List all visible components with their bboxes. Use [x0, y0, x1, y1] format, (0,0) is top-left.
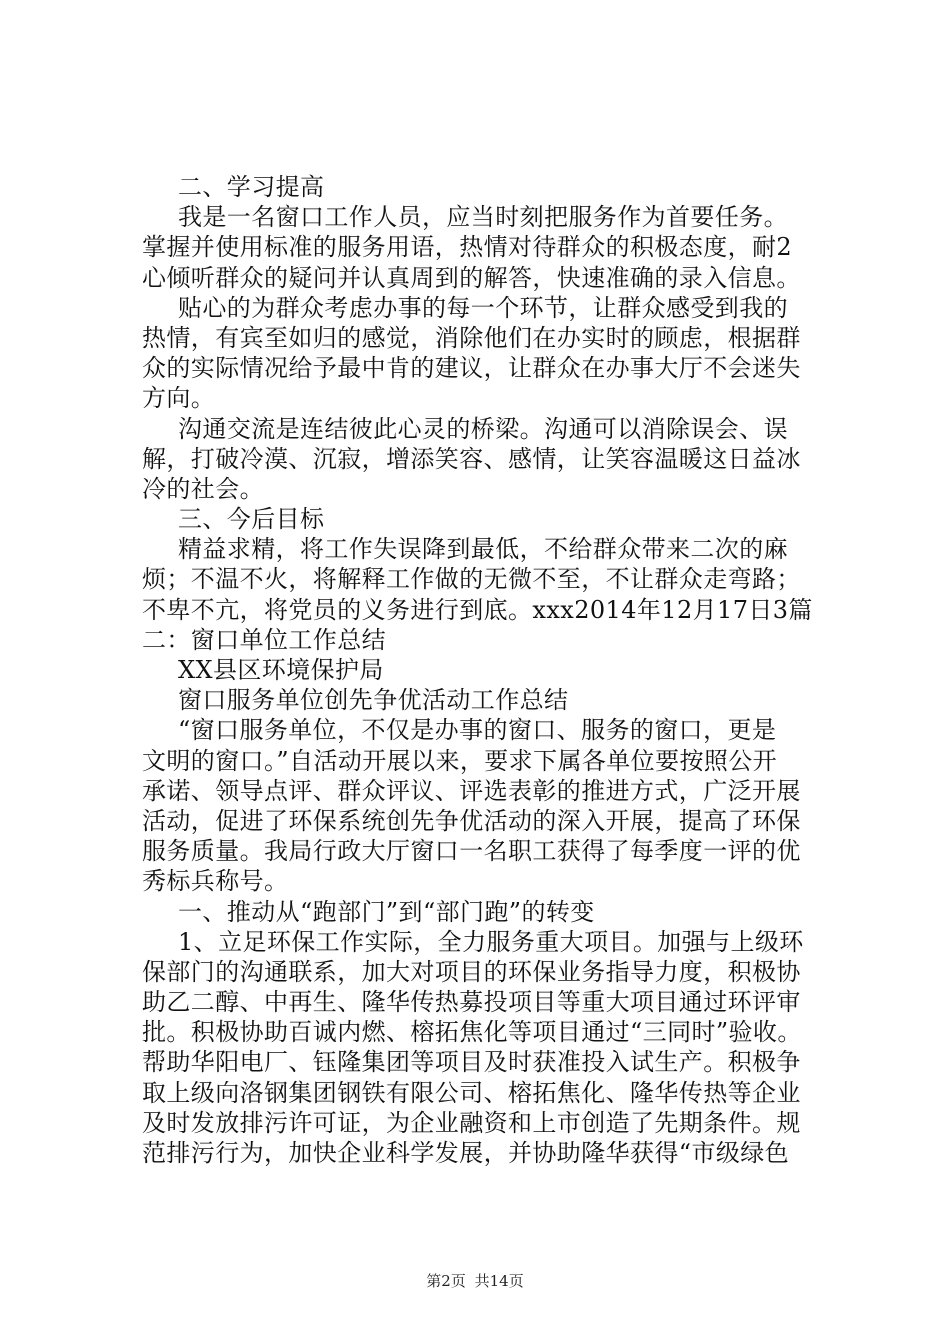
text-line: 精益求精，将工作失误降到最低，不给群众带来二次的麻: [178, 535, 788, 564]
text-line: 方向。: [142, 384, 216, 413]
page-footer: [0, 1271, 950, 1291]
text-line: 活动，促进了环保系统创先争优活动的深入开展，提高了环保: [142, 806, 801, 835]
text-line: “窗口服务单位，不仅是办事的窗口、服务的窗口，更是: [178, 716, 777, 745]
text-line: 众的实际情况给予最中肯的建议，让群众在办事大厅不会迷失: [142, 354, 801, 383]
text-line: 助乙二醇、中再生、隆华传热募投项目等重大项目通过环评审: [142, 988, 801, 1017]
text-line: 服务质量。我局行政大厅窗口一名职工获得了每季度一评的优: [142, 837, 801, 866]
text-line: 保部门的沟通联系，加大对项目的环保业务指导力度，积极协: [142, 957, 801, 986]
text-line: 掌握并使用标准的服务用语，热情对待群众的积极态度，耐2: [142, 233, 793, 262]
page-number: 第2页: [426, 1272, 466, 1290]
text-line: 沟通交流是连结彼此心灵的桥梁。沟通可以消除误会、误: [178, 414, 788, 443]
page-total: 共14页: [474, 1272, 524, 1290]
text-line: 范排污行为，加快企业科学发展，并协助隆华获得“市级绿色: [142, 1139, 790, 1167]
text-line: 秀标兵称号。: [142, 867, 289, 896]
document-body: [142, 172, 842, 1168]
text-line: 烦；不温不火，将解释工作做的无微不至，不让群众走弯路；: [142, 565, 801, 594]
text-line: 文明的窗口。”自活动开展以来，要求下属各单位要按照公开: [142, 746, 778, 775]
text-line: 批。积极协助百诚内燃、榕拓焦化等项目通过“三同时”验收。: [142, 1018, 802, 1047]
text-line: 热情，有宾至如归的感觉，消除他们在办实时的顾虑，根据群: [142, 323, 801, 352]
text-line: 解，打破冷漠、沉寂，增添笑容、感情，让笑容温暖这日益冰: [142, 444, 801, 473]
text-line: 1、立足环保工作实际，全力服务重大项目。加强与上级环: [178, 927, 804, 956]
text-line: 贴心的为群众考虑办事的每一个环节，让群众感受到我的: [178, 293, 788, 322]
text-line: 帮助华阳电厂、钰隆集团等项目及时获准投入试生产。积极争: [142, 1048, 801, 1077]
text-line: 我是一名窗口工作人员，应当时刻把服务作为首要任务。: [178, 203, 788, 232]
text-line: 二、学习提高: [178, 173, 325, 201]
text-line: 一、推动从“跑部门”到“部门跑”的转变: [178, 897, 595, 926]
text-line: 窗口服务单位创先争优活动工作总结: [178, 686, 569, 715]
text-line: 承诺、领导点评、群众评议、评选表彰的推进方式，广泛开展: [142, 776, 801, 805]
text-line: 及时发放排污许可证，为企业融资和上市创造了先期条件。规: [142, 1108, 801, 1137]
text-line: 心倾听群众的疑问并认真周到的解答，快速准确的录入信息。: [142, 263, 801, 292]
text-line: 二：窗口单位工作总结: [142, 625, 386, 654]
text-line: 三、今后目标: [178, 505, 325, 534]
text-line: XX县区环境保护局: [178, 656, 384, 684]
text-line: 冷的社会。: [142, 474, 264, 503]
text-line: 取上级向洛钢集团钢铁有限公司、榕拓焦化、隆华传热等企业: [142, 1078, 801, 1107]
text-line: 不卑不亢，将党员的义务进行到底。xxx2014年12月17日3篇: [142, 595, 813, 624]
